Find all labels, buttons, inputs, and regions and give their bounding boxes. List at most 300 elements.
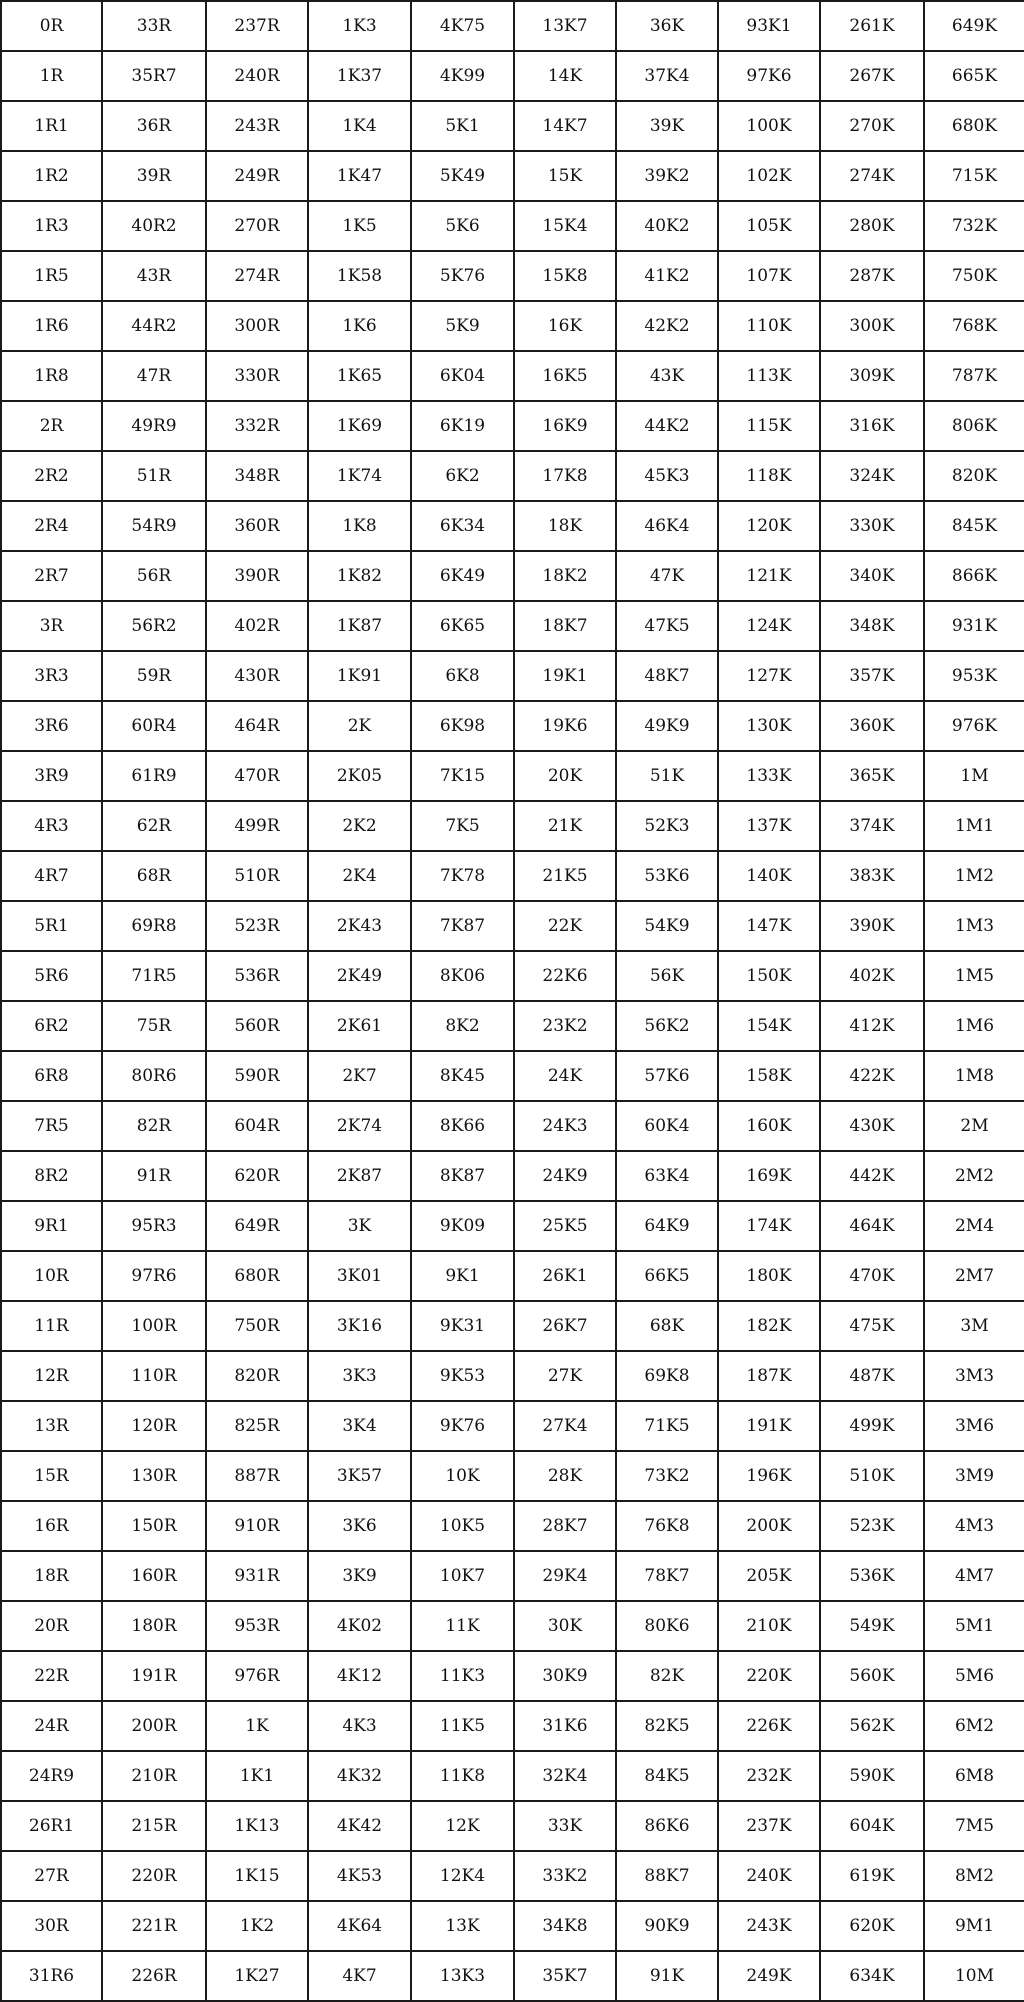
resistor-value-cell: 1K58 [308, 251, 411, 301]
resistor-value-cell: 24K3 [514, 1101, 616, 1151]
resistor-value-cell: 806K [924, 401, 1024, 451]
resistor-value-cell: 287K [820, 251, 924, 301]
resistor-value-cell: 910R [206, 1501, 308, 1551]
resistor-value-cell: 510R [206, 851, 308, 901]
resistor-value-cell: 64K9 [616, 1201, 718, 1251]
resistor-value-cell: 220R [102, 1851, 206, 1901]
resistor-value-cell: 2K4 [308, 851, 411, 901]
resistor-value-cell: 27K4 [514, 1401, 616, 1451]
resistor-value-cell: 8M2 [924, 1851, 1024, 1901]
resistor-value-cell: 560R [206, 1001, 308, 1051]
resistor-value-cell: 15K [514, 151, 616, 201]
resistor-value-cell: 5K76 [411, 251, 514, 301]
resistor-value-cell: 2K7 [308, 1051, 411, 1101]
resistor-value-cell: 3K4 [308, 1401, 411, 1451]
resistor-value-cell: 470K [820, 1251, 924, 1301]
resistor-value-cell: 44R2 [102, 301, 206, 351]
resistor-value-cell: 590K [820, 1751, 924, 1801]
resistor-value-cell: 27K [514, 1351, 616, 1401]
resistor-value-cell: 56K [616, 951, 718, 1001]
resistor-value-cell: 750K [924, 251, 1024, 301]
resistor-value-cell: 154K [718, 1001, 820, 1051]
resistor-value-cell: 237R [206, 1, 308, 51]
table-row [1, 451, 1024, 501]
resistor-value-cell: 2K2 [308, 801, 411, 851]
resistor-value-cell: 191K [718, 1401, 820, 1451]
resistor-value-cell: 11K5 [411, 1701, 514, 1751]
resistor-value-cell: 1R3 [1, 201, 102, 251]
resistor-value-cell: 102K [718, 151, 820, 201]
table-row [1, 501, 1024, 551]
resistor-value-cell: 6K34 [411, 501, 514, 551]
resistor-value-cell: 20K [514, 751, 616, 801]
resistor-value-cell: 226R [102, 1951, 206, 2001]
resistor-value-cell: 330K [820, 501, 924, 551]
resistor-value-cell: 25K5 [514, 1201, 616, 1251]
resistor-value-cell: 2K49 [308, 951, 411, 1001]
resistor-value-cell: 9M1 [924, 1901, 1024, 1951]
resistor-value-cell: 15K8 [514, 251, 616, 301]
resistor-value-cell: 4K42 [308, 1801, 411, 1851]
resistor-value-cell: 160R [102, 1551, 206, 1601]
resistor-value-cell: 9K53 [411, 1351, 514, 1401]
resistor-value-cell: 40R2 [102, 201, 206, 251]
resistor-value-cell: 57K6 [616, 1051, 718, 1101]
resistor-value-cell: 33K [514, 1801, 616, 1851]
resistor-value-cell: 210R [102, 1751, 206, 1801]
resistor-value-cell: 2K61 [308, 1001, 411, 1051]
resistor-value-cell: 56R2 [102, 601, 206, 651]
resistor-value-cell: 80R6 [102, 1051, 206, 1101]
resistor-value-cell: 10K [411, 1451, 514, 1501]
resistor-value-cell: 7K5 [411, 801, 514, 851]
table-row [1, 1, 1024, 51]
resistor-value-cell: 11R [1, 1301, 102, 1351]
resistor-value-cell: 7M5 [924, 1801, 1024, 1851]
resistor-value-cell: 19K1 [514, 651, 616, 701]
resistor-value-cell: 2R4 [1, 501, 102, 551]
resistor-value-cell: 1K74 [308, 451, 411, 501]
table-row [1, 1751, 1024, 1801]
table-row [1, 51, 1024, 101]
table-row [1, 201, 1024, 251]
resistor-value-cell: 2R7 [1, 551, 102, 601]
resistor-value-cell: 20R [1, 1601, 102, 1651]
resistor-value-cell: 6K65 [411, 601, 514, 651]
resistor-value-cell: 24K9 [514, 1151, 616, 1201]
resistor-value-cell: 12K4 [411, 1851, 514, 1901]
resistor-value-cell: 3R [1, 601, 102, 651]
resistor-value-cell: 5R1 [1, 901, 102, 951]
resistor-value-cell: 464K [820, 1201, 924, 1251]
resistor-value-cell: 348R [206, 451, 308, 501]
table-row [1, 1251, 1024, 1301]
resistor-value-cell: 16K [514, 301, 616, 351]
resistor-value-cell: 243K [718, 1901, 820, 1951]
resistor-value-cell: 1K65 [308, 351, 411, 401]
resistor-value-cell: 78K7 [616, 1551, 718, 1601]
resistor-value-cell: 390K [820, 901, 924, 951]
resistor-value-cell: 3M [924, 1301, 1024, 1351]
resistor-value-cell: 442K [820, 1151, 924, 1201]
resistor-value-cell: 95R3 [102, 1201, 206, 1251]
resistor-value-cell: 3R9 [1, 751, 102, 801]
resistor-value-cell: 953R [206, 1601, 308, 1651]
resistor-value-cell: 130K [718, 701, 820, 751]
resistor-value-cell: 187K [718, 1351, 820, 1401]
resistor-value-cell: 5R6 [1, 951, 102, 1001]
resistor-value-cell: 174K [718, 1201, 820, 1251]
resistor-value-cell: 340K [820, 551, 924, 601]
resistor-value-cell: 158K [718, 1051, 820, 1101]
resistor-value-cell: 270R [206, 201, 308, 251]
resistor-value-cell: 4K53 [308, 1851, 411, 1901]
resistor-value-cell: 60K4 [616, 1101, 718, 1151]
resistor-value-cell: 422K [820, 1051, 924, 1101]
resistor-value-cell: 215R [102, 1801, 206, 1851]
resistor-value-cell: 6M8 [924, 1751, 1024, 1801]
resistor-value-cell: 604K [820, 1801, 924, 1851]
resistor-value-cell: 66K5 [616, 1251, 718, 1301]
resistor-value-cell: 49R9 [102, 401, 206, 451]
resistor-value-cell: 1K [206, 1701, 308, 1751]
table-row [1, 701, 1024, 751]
resistor-value-cell: 200R [102, 1701, 206, 1751]
resistor-value-cell: 137K [718, 801, 820, 851]
resistor-value-cell: 33R [102, 1, 206, 51]
resistor-value-cell: 7K15 [411, 751, 514, 801]
resistor-value-cell: 39R [102, 151, 206, 201]
resistor-value-cell: 6R2 [1, 1001, 102, 1051]
resistor-value-cell: 1K82 [308, 551, 411, 601]
resistor-value-cell: 97K6 [718, 51, 820, 101]
resistor-value-cell: 4K99 [411, 51, 514, 101]
table-row [1, 1601, 1024, 1651]
resistor-value-cell: 97R6 [102, 1251, 206, 1301]
resistor-value-cell: 47K5 [616, 601, 718, 651]
resistor-value-cell: 8K2 [411, 1001, 514, 1051]
resistor-value-cell: 523R [206, 901, 308, 951]
resistor-value-cell: 1K4 [308, 101, 411, 151]
resistor-value-cell: 22R [1, 1651, 102, 1701]
resistor-value-cell: 267K [820, 51, 924, 101]
resistor-value-cell: 24R [1, 1701, 102, 1751]
resistor-value-cell: 8R2 [1, 1151, 102, 1201]
resistor-value-cell: 3M9 [924, 1451, 1024, 1501]
resistor-value-cell: 196K [718, 1451, 820, 1501]
resistor-value-cell: 1K1 [206, 1751, 308, 1801]
resistor-value-cell: 82R [102, 1101, 206, 1151]
table-row [1, 401, 1024, 451]
resistor-value-cell: 17K8 [514, 451, 616, 501]
table-row [1, 1501, 1024, 1551]
resistor-value-cell: 30K9 [514, 1651, 616, 1701]
resistor-value-cell: 232K [718, 1751, 820, 1801]
resistor-value-cell: 9R1 [1, 1201, 102, 1251]
resistor-value-cell: 680K [924, 101, 1024, 151]
resistor-value-cell: 118K [718, 451, 820, 501]
resistor-value-cell: 8K45 [411, 1051, 514, 1101]
resistor-value-cell: 180R [102, 1601, 206, 1651]
resistor-value-cell: 130R [102, 1451, 206, 1501]
resistor-value-cell: 47R [102, 351, 206, 401]
resistor-value-cell: 390R [206, 551, 308, 601]
table-row [1, 301, 1024, 351]
resistor-value-cell: 274R [206, 251, 308, 301]
resistor-value-cell: 44K2 [616, 401, 718, 451]
resistor-value-cell: 475K [820, 1301, 924, 1351]
resistor-value-cell: 29K4 [514, 1551, 616, 1601]
resistor-value-cell: 430K [820, 1101, 924, 1151]
table-row [1, 1001, 1024, 1051]
resistor-value-cell: 68R [102, 851, 206, 901]
resistor-value-cell: 3K57 [308, 1451, 411, 1501]
resistor-value-cell: 402K [820, 951, 924, 1001]
resistor-value-cell: 309K [820, 351, 924, 401]
resistor-value-cell: 5K9 [411, 301, 514, 351]
resistor-value-cell: 280K [820, 201, 924, 251]
resistor-value-cell: 6R8 [1, 1051, 102, 1101]
resistor-value-cell: 3K3 [308, 1351, 411, 1401]
resistor-value-cell: 105K [718, 201, 820, 251]
resistor-value-cell: 365K [820, 751, 924, 801]
resistor-value-cell: 31K6 [514, 1701, 616, 1751]
resistor-value-cell: 3K01 [308, 1251, 411, 1301]
resistor-value-cell: 464R [206, 701, 308, 751]
resistor-value-cell: 169K [718, 1151, 820, 1201]
resistor-value-cell: 1M3 [924, 901, 1024, 951]
resistor-value-cell: 26R1 [1, 1801, 102, 1851]
resistor-value-cell: 51K [616, 751, 718, 801]
resistor-value-cell: 3R3 [1, 651, 102, 701]
resistor-value-cell: 8K66 [411, 1101, 514, 1151]
resistor-value-cell: 59R [102, 651, 206, 701]
resistor-value-cell: 383K [820, 851, 924, 901]
resistor-value-cell: 13K3 [411, 1951, 514, 2001]
resistor-value-cell: 23K2 [514, 1001, 616, 1051]
resistor-value-cell: 120R [102, 1401, 206, 1451]
resistor-value-cell: 261K [820, 1, 924, 51]
resistor-value-cell: 931K [924, 601, 1024, 651]
table-row [1, 1301, 1024, 1351]
resistor-value-cell: 43K [616, 351, 718, 401]
resistor-value-cell: 30K [514, 1601, 616, 1651]
resistor-value-cell: 820R [206, 1351, 308, 1401]
resistor-value-cell: 3K [308, 1201, 411, 1251]
resistor-value-cell: 18K [514, 501, 616, 551]
resistor-value-cell: 110K [718, 301, 820, 351]
resistor-value-cell: 221R [102, 1901, 206, 1951]
resistor-value-cell: 10K7 [411, 1551, 514, 1601]
resistor-value-cell: 3K9 [308, 1551, 411, 1601]
resistor-value-cell: 191R [102, 1651, 206, 1701]
resistor-value-cell: 499R [206, 801, 308, 851]
resistor-value-cell: 71R5 [102, 951, 206, 1001]
resistor-value-cell: 2R2 [1, 451, 102, 501]
resistor-value-cell: 2M4 [924, 1201, 1024, 1251]
resistor-value-cell: 300R [206, 301, 308, 351]
resistor-value-cell: 1K3 [308, 1, 411, 51]
resistor-value-cell: 82K [616, 1651, 718, 1701]
resistor-value-cell: 1K69 [308, 401, 411, 451]
resistor-value-cell: 4K75 [411, 1, 514, 51]
resistor-value-cell: 4K64 [308, 1901, 411, 1951]
table-row [1, 1351, 1024, 1401]
table-row [1, 1551, 1024, 1601]
resistor-value-cell: 300K [820, 301, 924, 351]
table-row [1, 901, 1024, 951]
resistor-value-cell: 86K6 [616, 1801, 718, 1851]
resistor-value-cell: 110R [102, 1351, 206, 1401]
resistor-value-cell: 3K6 [308, 1501, 411, 1551]
table-row [1, 951, 1024, 1001]
resistor-value-cell: 182K [718, 1301, 820, 1351]
table-row [1, 601, 1024, 651]
resistor-value-cell: 620K [820, 1901, 924, 1951]
resistor-value-cell: 820K [924, 451, 1024, 501]
resistor-value-cell: 620R [206, 1151, 308, 1201]
resistor-value-cell: 1K13 [206, 1801, 308, 1851]
resistor-value-cell: 499K [820, 1401, 924, 1451]
resistor-value-cell: 22K6 [514, 951, 616, 1001]
resistor-value-cell: 887R [206, 1451, 308, 1501]
resistor-value-cell: 14K [514, 51, 616, 101]
resistor-value-cell: 487K [820, 1351, 924, 1401]
resistor-value-cell: 69R8 [102, 901, 206, 951]
resistor-value-cell: 768K [924, 301, 1024, 351]
resistor-value-cell: 665K [924, 51, 1024, 101]
resistor-value-cell: 11K [411, 1601, 514, 1651]
resistor-value-cell: 249R [206, 151, 308, 201]
resistor-value-cell: 412K [820, 1001, 924, 1051]
resistor-value-cell: 15R [1, 1451, 102, 1501]
resistor-value-cell: 1K47 [308, 151, 411, 201]
table-row [1, 1051, 1024, 1101]
resistor-value-cell: 18R [1, 1551, 102, 1601]
resistor-value-cell: 590R [206, 1051, 308, 1101]
resistor-value-cell: 210K [718, 1601, 820, 1651]
resistor-value-cell: 60R4 [102, 701, 206, 751]
resistor-value-cell: 2R [1, 401, 102, 451]
resistor-value-cell: 45K3 [616, 451, 718, 501]
resistor-value-cell: 75R [102, 1001, 206, 1051]
resistor-value-cell: 88K7 [616, 1851, 718, 1901]
resistor-value-cell: 76K8 [616, 1501, 718, 1551]
resistor-value-cell: 51R [102, 451, 206, 501]
resistor-value-cell: 6K19 [411, 401, 514, 451]
resistor-value-cell: 3R6 [1, 701, 102, 751]
resistor-value-cell: 127K [718, 651, 820, 701]
resistor-value-cell: 61R9 [102, 751, 206, 801]
resistor-value-cell: 31R6 [1, 1951, 102, 2001]
resistor-value-cell: 121K [718, 551, 820, 601]
resistor-value-cell: 4K12 [308, 1651, 411, 1701]
resistor-value-cell: 18K2 [514, 551, 616, 601]
resistor-value-cell: 1R5 [1, 251, 102, 301]
resistor-value-cell: 28K7 [514, 1501, 616, 1551]
resistor-value-cell: 48K7 [616, 651, 718, 701]
resistor-value-cell: 226K [718, 1701, 820, 1751]
resistor-value-cell: 6K8 [411, 651, 514, 701]
resistor-value-cell: 1R1 [1, 101, 102, 151]
resistor-value-cell: 62R [102, 801, 206, 851]
resistor-value-table-body [1, 1, 1024, 2001]
resistor-value-cell: 750R [206, 1301, 308, 1351]
resistor-value-cell: 8K06 [411, 951, 514, 1001]
resistor-value-cell: 825R [206, 1401, 308, 1451]
resistor-value-cell: 1M2 [924, 851, 1024, 901]
resistor-value-cell: 240R [206, 51, 308, 101]
resistor-value-cell: 49K9 [616, 701, 718, 751]
resistor-value-cell: 32K4 [514, 1751, 616, 1801]
resistor-value-cell: 1M6 [924, 1001, 1024, 1051]
resistor-value-cell: 12R [1, 1351, 102, 1401]
resistor-value-cell: 976R [206, 1651, 308, 1701]
resistor-value-cell: 249K [718, 1951, 820, 2001]
resistor-value-cell: 11K3 [411, 1651, 514, 1701]
resistor-value-cell: 19K6 [514, 701, 616, 751]
resistor-value-cell: 3M3 [924, 1351, 1024, 1401]
resistor-value-cell: 3K16 [308, 1301, 411, 1351]
resistor-value-cell: 1M5 [924, 951, 1024, 1001]
resistor-value-cell: 5M1 [924, 1601, 1024, 1651]
resistor-value-cell: 1K91 [308, 651, 411, 701]
table-row [1, 251, 1024, 301]
resistor-value-cell: 4K32 [308, 1751, 411, 1801]
resistor-value-cell: 205K [718, 1551, 820, 1601]
resistor-value-cell: 54R9 [102, 501, 206, 551]
resistor-value-cell: 124K [718, 601, 820, 651]
resistor-value-cell: 1R6 [1, 301, 102, 351]
resistor-value-cell: 13R [1, 1401, 102, 1451]
resistor-value-cell: 100R [102, 1301, 206, 1351]
resistor-value-cell: 6M2 [924, 1701, 1024, 1751]
table-row [1, 801, 1024, 851]
resistor-value-cell: 36R [102, 101, 206, 151]
resistor-value-cell: 34K8 [514, 1901, 616, 1951]
resistor-value-cell: 1K2 [206, 1901, 308, 1951]
resistor-value-cell: 84K5 [616, 1751, 718, 1801]
resistor-value-cell: 5K49 [411, 151, 514, 201]
resistor-value-cell: 33K2 [514, 1851, 616, 1901]
table-row [1, 151, 1024, 201]
resistor-value-cell: 2K74 [308, 1101, 411, 1151]
resistor-value-cell: 634K [820, 1951, 924, 2001]
resistor-value-cell: 9K09 [411, 1201, 514, 1251]
resistor-value-cell: 12K [411, 1801, 514, 1851]
resistor-value-cell: 430R [206, 651, 308, 701]
resistor-value-cell: 54K9 [616, 901, 718, 951]
table-row [1, 851, 1024, 901]
resistor-value-cell: 2K87 [308, 1151, 411, 1201]
table-row [1, 101, 1024, 151]
resistor-value-cell: 69K8 [616, 1351, 718, 1401]
resistor-value-cell: 39K2 [616, 151, 718, 201]
resistor-value-cell: 6K49 [411, 551, 514, 601]
resistor-value-cell: 536K [820, 1551, 924, 1601]
table-row [1, 1151, 1024, 1201]
resistor-value-cell: 3M6 [924, 1401, 1024, 1451]
resistor-value-cell: 27R [1, 1851, 102, 1901]
resistor-value-cell: 36K [616, 1, 718, 51]
resistor-value-cell: 6K2 [411, 451, 514, 501]
resistor-value-cell: 649R [206, 1201, 308, 1251]
resistor-value-cell: 56R [102, 551, 206, 601]
resistor-value-cell: 5K1 [411, 101, 514, 151]
resistor-value-cell: 6K04 [411, 351, 514, 401]
resistor-value-cell: 21K [514, 801, 616, 851]
resistor-value-cell: 133K [718, 751, 820, 801]
